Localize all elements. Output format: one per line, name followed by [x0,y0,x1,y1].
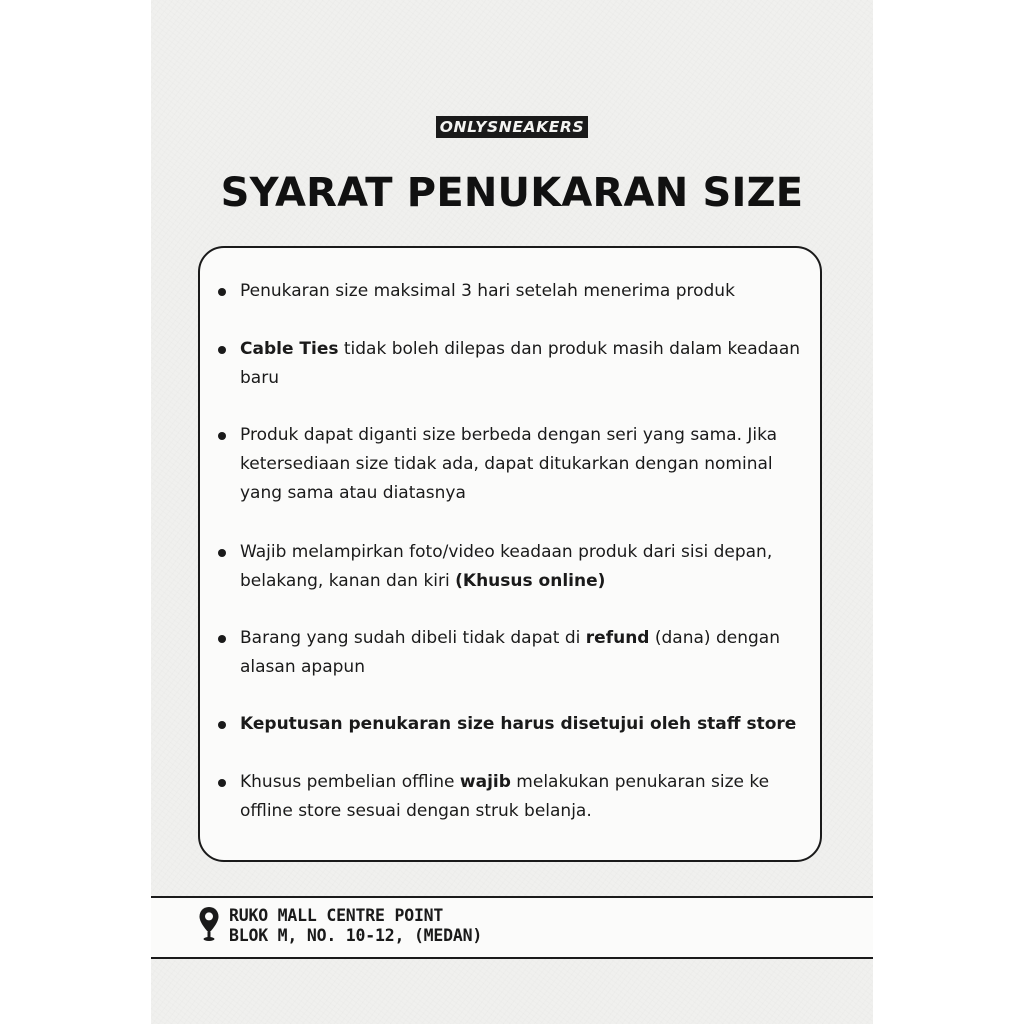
rule-text: melakukan penukaran size ke offline store sesuai dengan struk belanja. [240,772,770,821]
bullet-icon [218,432,226,440]
rule-item [240,538,816,596]
rule-text: Penukaran size maksimal 3 hari setelah menerima produk [240,281,735,301]
address-line-1: RUKO MALL CENTRE POINT [229,906,444,925]
rule-item [240,421,816,508]
rule-item [240,768,816,826]
divider-bottom [151,957,873,959]
divider-top [151,896,873,898]
brand-header [151,116,873,138]
page-title: SYARAT PENUKARAN SIZE [220,170,804,216]
rule-text: Barang yang sudah dibeli tidak dapat di [240,628,586,648]
bullet-icon [218,346,226,354]
rule-emphasis: Keputusan penukaran size harus disetujui oleh staff store [240,714,797,734]
rule-text: Khusus pembelian offline [240,772,460,792]
rule-text: (dana) dengan alasan apapun [240,628,780,677]
bullet-icon [218,635,226,643]
rules-card [198,246,822,862]
address-line-2: BLOK M, NO. 10-12, (MEDAN) [229,926,483,945]
location-pin-icon [198,906,220,942]
rule-emphasis: refund [585,628,650,648]
rule-item [240,335,816,393]
rule-text: tidak boleh dilepas dan produk masih dalam keadaan baru [240,339,801,388]
rule-emphasis: (Khusus online) [455,571,606,591]
brand-logo: ONLYSNEAKERS [436,116,588,138]
bullet-icon [218,549,226,557]
rule-item [240,277,816,306]
rule-item [240,710,816,739]
bullet-icon [218,288,226,296]
rule-emphasis: wajib [459,772,511,792]
bullet-icon [218,779,226,787]
rule-text: Wajib melampirkan foto/video keadaan produk dari sisi depan, belakang, kanan dan kiri [240,542,773,591]
bullet-icon [218,721,226,729]
rule-item [240,624,816,682]
rule-emphasis: Cable Ties [240,339,339,359]
store-address [229,906,482,946]
poster-sheet [151,0,873,1024]
rule-text: Produk dapat diganti size berbeda dengan seri yang sama. Jika ketersediaan size tidak ada, dapat ditukarkan dengan nominal yang sama atau diatasnya [240,425,778,503]
